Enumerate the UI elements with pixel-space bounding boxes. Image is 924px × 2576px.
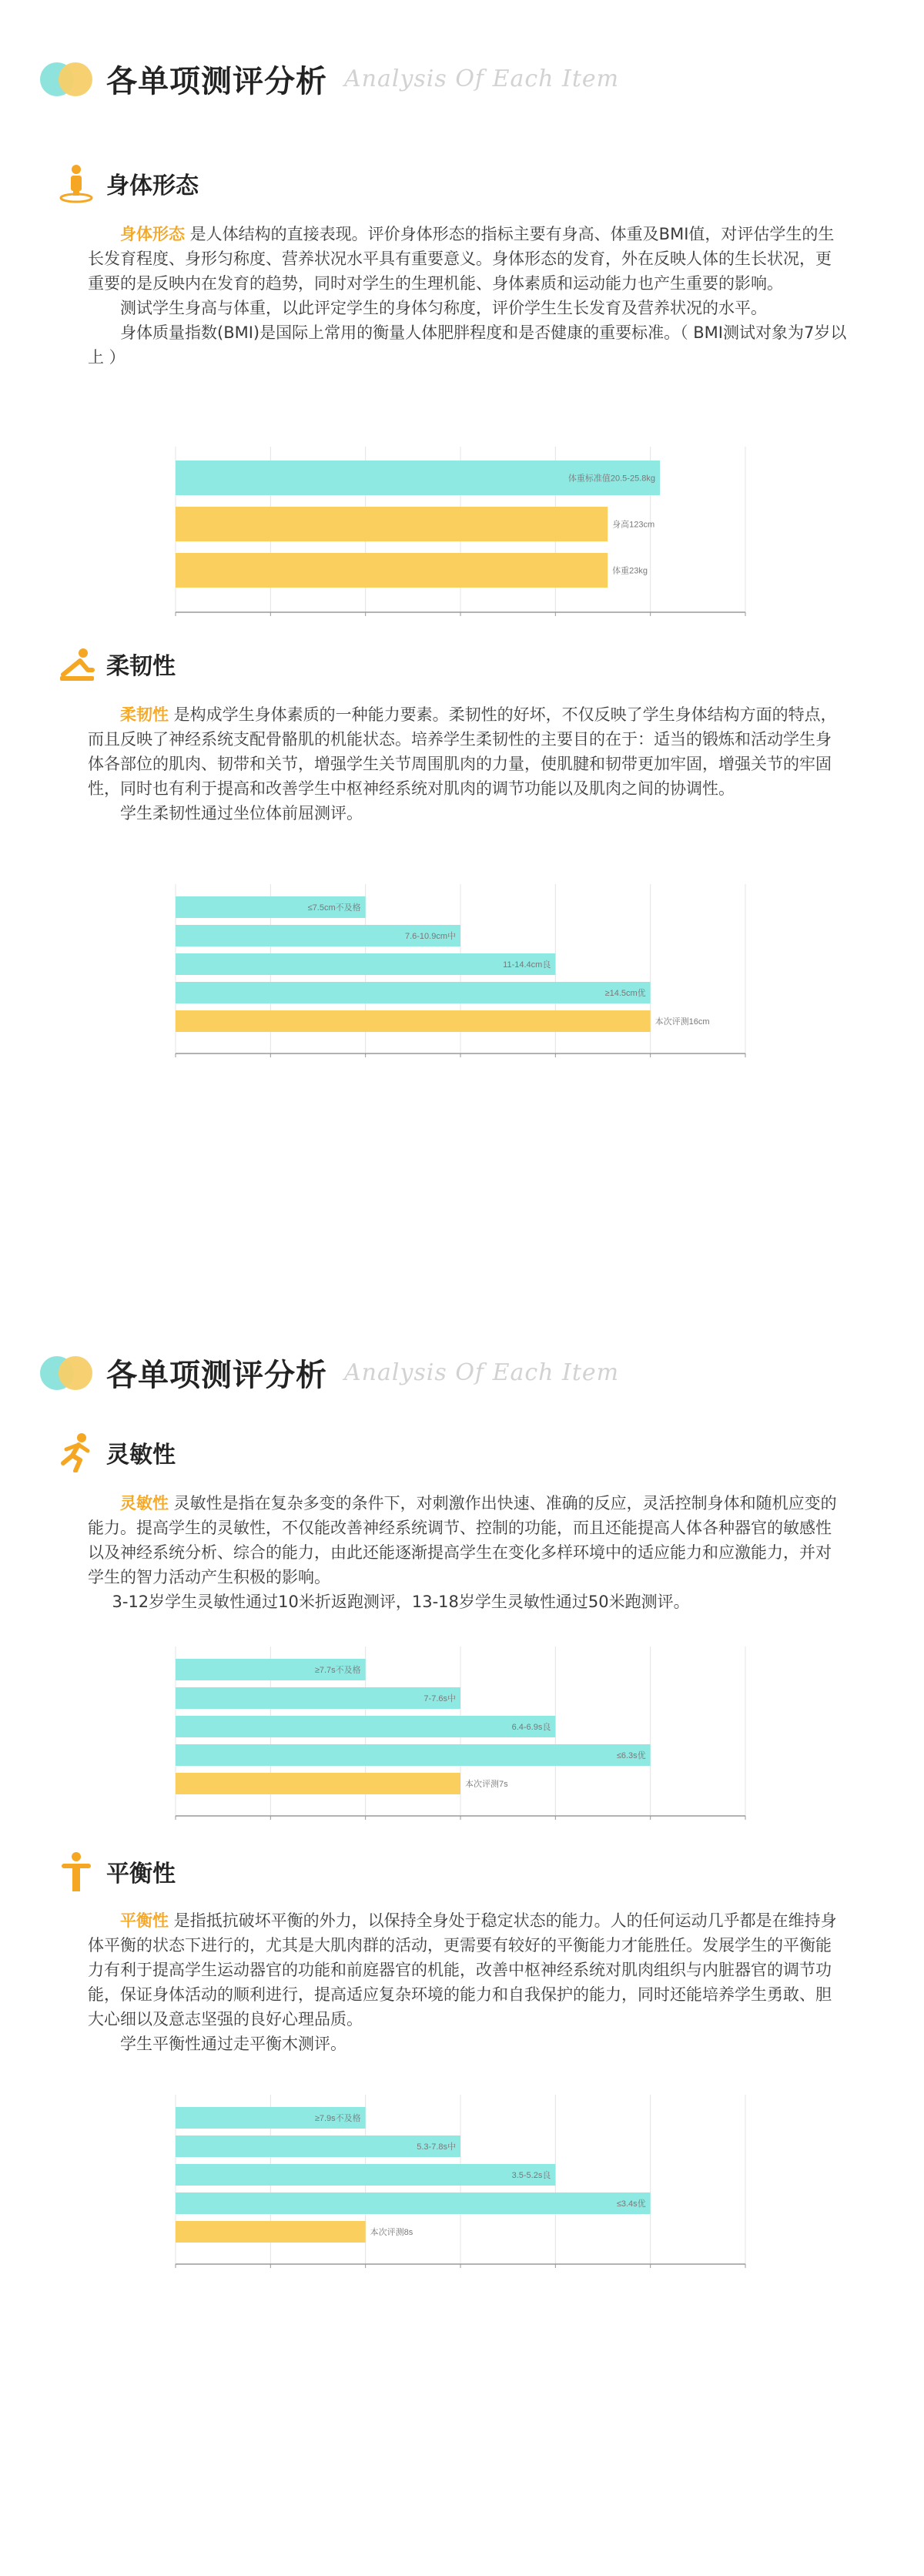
chart-bar xyxy=(176,982,651,1003)
page-subtitle: Analysis Of Each Item xyxy=(344,1358,620,1386)
body-shape-paragraph-2: 测试学生身高与体重，以此评定学生的身体匀称度，评价学生生长发育及营养状况的水平。 xyxy=(120,299,767,317)
chart-svg xyxy=(176,1646,776,1824)
chart-svg xyxy=(176,884,776,1061)
section-text-body-shape xyxy=(88,222,847,370)
chart-bar-label: 本次评测7s xyxy=(465,1780,508,1789)
section-text-flexibility xyxy=(88,702,847,826)
agility-paragraph-1: 灵敏性是指在复杂多变的条件下，对刺激作出快速、准确的反应，灵活控制身体和随机应变的能力。提高学生的灵敏性，不仅能改善神经系统调节、控制的功能，而且还能提高人体各种器官的敏感性以及神经系统分析、综合的能力，由此还能逐渐提高学生在变化多样环境中的适应能力和应激能力，并对学生的智力活动产生积极的影响。 xyxy=(88,1494,837,1586)
chart-bar xyxy=(176,1773,460,1794)
balance-paragraph-1: 是指抵抗破坏平衡的外力，以保持全身处于稳定状态的能力。人的任何运动几乎都是在维持身体平衡的状态下进行的，尤其是大肌肉群的活动，更需要有较好的平衡能力才能胜任。发展学生的平衡能力有利于提高学生运动器官的功能和前庭器官的机能，改善中枢神经系统对肌肉组织与内脏器官的调节功能，保证身体活动的顺利进行，提高适应复杂环境的能力和自我保护的能力，同时还能培养学生勇敢、胆大心细以及意志坚强的良好心理品质。 xyxy=(88,1911,837,2028)
chart-bar xyxy=(176,1687,460,1709)
flexibility-paragraph-2: 学生柔韧性通过坐位体前屈测评。 xyxy=(120,804,363,822)
keyword-balance: 平衡性 xyxy=(120,1911,169,1930)
runner-icon xyxy=(57,1432,95,1472)
chart-bar-label: 本次评测8s xyxy=(370,2228,413,2237)
body-shape-paragraph-3: 身体质量指数(BMI)是国际上常用的衡量人体肥胖程度和是否健康的重要标准。（ BMI测试对象为7岁以上 ） xyxy=(88,323,847,367)
page-subtitle: Analysis Of Each Item xyxy=(344,65,620,92)
section-title-balance: 平衡性 xyxy=(106,1861,176,1888)
chart-bar xyxy=(176,2164,555,2186)
chart-bar xyxy=(176,553,608,588)
balance-icon xyxy=(57,1851,95,1891)
chart-bar-label: 3.5-5.2s良 xyxy=(511,2171,551,2180)
section-title-agility: 灵敏性 xyxy=(106,1442,176,1469)
chart-bar-label: 本次评测16cm xyxy=(654,1017,710,1027)
balance-paragraph-2: 学生平衡性通过走平衡木测评。 xyxy=(120,2035,346,2053)
chart-svg xyxy=(176,2095,776,2272)
flexibility-paragraph-1: 是构成学生身体素质的一种能力要素。柔韧性的好坏，不仅反映了学生身体结构方面的特点，而且反映了神经系统支配骨骼肌的机能状态。培养学生柔韧性的主要目的在于：适当的锻炼和活动学生身体各部位的肌肉、韧带和关节，增强学生关节周围肌肉的力量，使肌腱和韧带更加牢固，增强关节的牢固性，同时也有利于提高和改善学生中枢神经系统对肌肉的调节功能以及肌肉之间的协调性。 xyxy=(88,705,837,798)
chart-bar-label: 5.3-7.8s中 xyxy=(417,2142,456,2152)
section-text-balance xyxy=(88,1908,847,2056)
chart-bar-label: ≥7.9s不及格 xyxy=(314,2114,361,2123)
chart-bar-label: ≤3.4s优 xyxy=(616,2199,646,2209)
chart-bar-label: 11-14.4cm良 xyxy=(503,960,551,970)
flexibility-icon xyxy=(57,644,95,684)
chart-bar xyxy=(176,2192,651,2214)
keyword-agility: 灵敏性 xyxy=(120,1494,169,1512)
section-text-agility xyxy=(88,1491,847,1614)
header-logo-icon xyxy=(40,59,95,98)
chart-bar-label: 体重标准值20.5-25.8kg xyxy=(567,474,655,484)
page-title: 各单项测评分析 xyxy=(106,1357,327,1393)
section-title-flexibility: 柔韧性 xyxy=(106,653,176,680)
keyword-body-shape: 身体形态 xyxy=(120,225,185,243)
agility-paragraph-2: 3-12岁学生灵敏性通过10米折返跑测评，13-18岁学生灵敏性通过50米跑测评。 xyxy=(112,1593,690,1611)
header-logo-icon xyxy=(40,1353,95,1392)
chart-bar xyxy=(176,2221,366,2243)
chart-bar xyxy=(176,507,608,541)
page-header-1 xyxy=(40,55,619,102)
agility-chart xyxy=(176,1646,776,1824)
body-shape-chart xyxy=(176,447,776,620)
chart-bar xyxy=(176,1744,651,1766)
chart-bar-label: 7-7.6s中 xyxy=(424,1694,456,1703)
chart-bar xyxy=(176,1010,651,1032)
section-header-balance xyxy=(57,1851,176,1891)
keyword-flexibility: 柔韧性 xyxy=(120,705,169,724)
flexibility-chart xyxy=(176,884,776,1061)
page-header-2 xyxy=(40,1349,619,1395)
chart-bar-label: 6.4-6.9s良 xyxy=(511,1723,551,1732)
chart-bar-label: ≥14.5cm优 xyxy=(604,989,646,998)
section-header-agility xyxy=(57,1432,176,1472)
chart-bar-label: ≥7.7s不及格 xyxy=(314,1666,361,1675)
section-header-flexibility xyxy=(57,644,176,684)
balance-chart xyxy=(176,2095,776,2272)
section-title-body-shape: 身体形态 xyxy=(106,173,199,199)
chart-bar-label: ≤7.5cm不及格 xyxy=(307,903,361,913)
section-header-body-shape xyxy=(57,163,199,203)
chart-bar xyxy=(176,1716,555,1737)
chart-svg xyxy=(176,447,776,620)
chart-bar xyxy=(176,953,555,975)
page-title: 各单项测评分析 xyxy=(106,63,327,99)
body-shape-paragraph-1: 是人体结构的直接表现。评价身体形态的指标主要有身高、体重及BMI值，对评估学生的生长发育程度、身形匀称度、营养状况水平具有重要意义。身体形态的发育，外在反映人体的生长状况，更重要的是反映内在发育的趋势，同时对学生的生理机能、身体素质和运动能力也产生重要的影响。 xyxy=(88,225,835,293)
chart-bar-label: 体重23kg xyxy=(612,566,648,576)
body-shape-icon xyxy=(57,163,95,203)
chart-bar-label: ≤6.3s优 xyxy=(616,1751,646,1760)
chart-bar-label: 7.6-10.9cm中 xyxy=(404,932,456,941)
chart-bar-label: 身高123cm xyxy=(612,520,655,530)
